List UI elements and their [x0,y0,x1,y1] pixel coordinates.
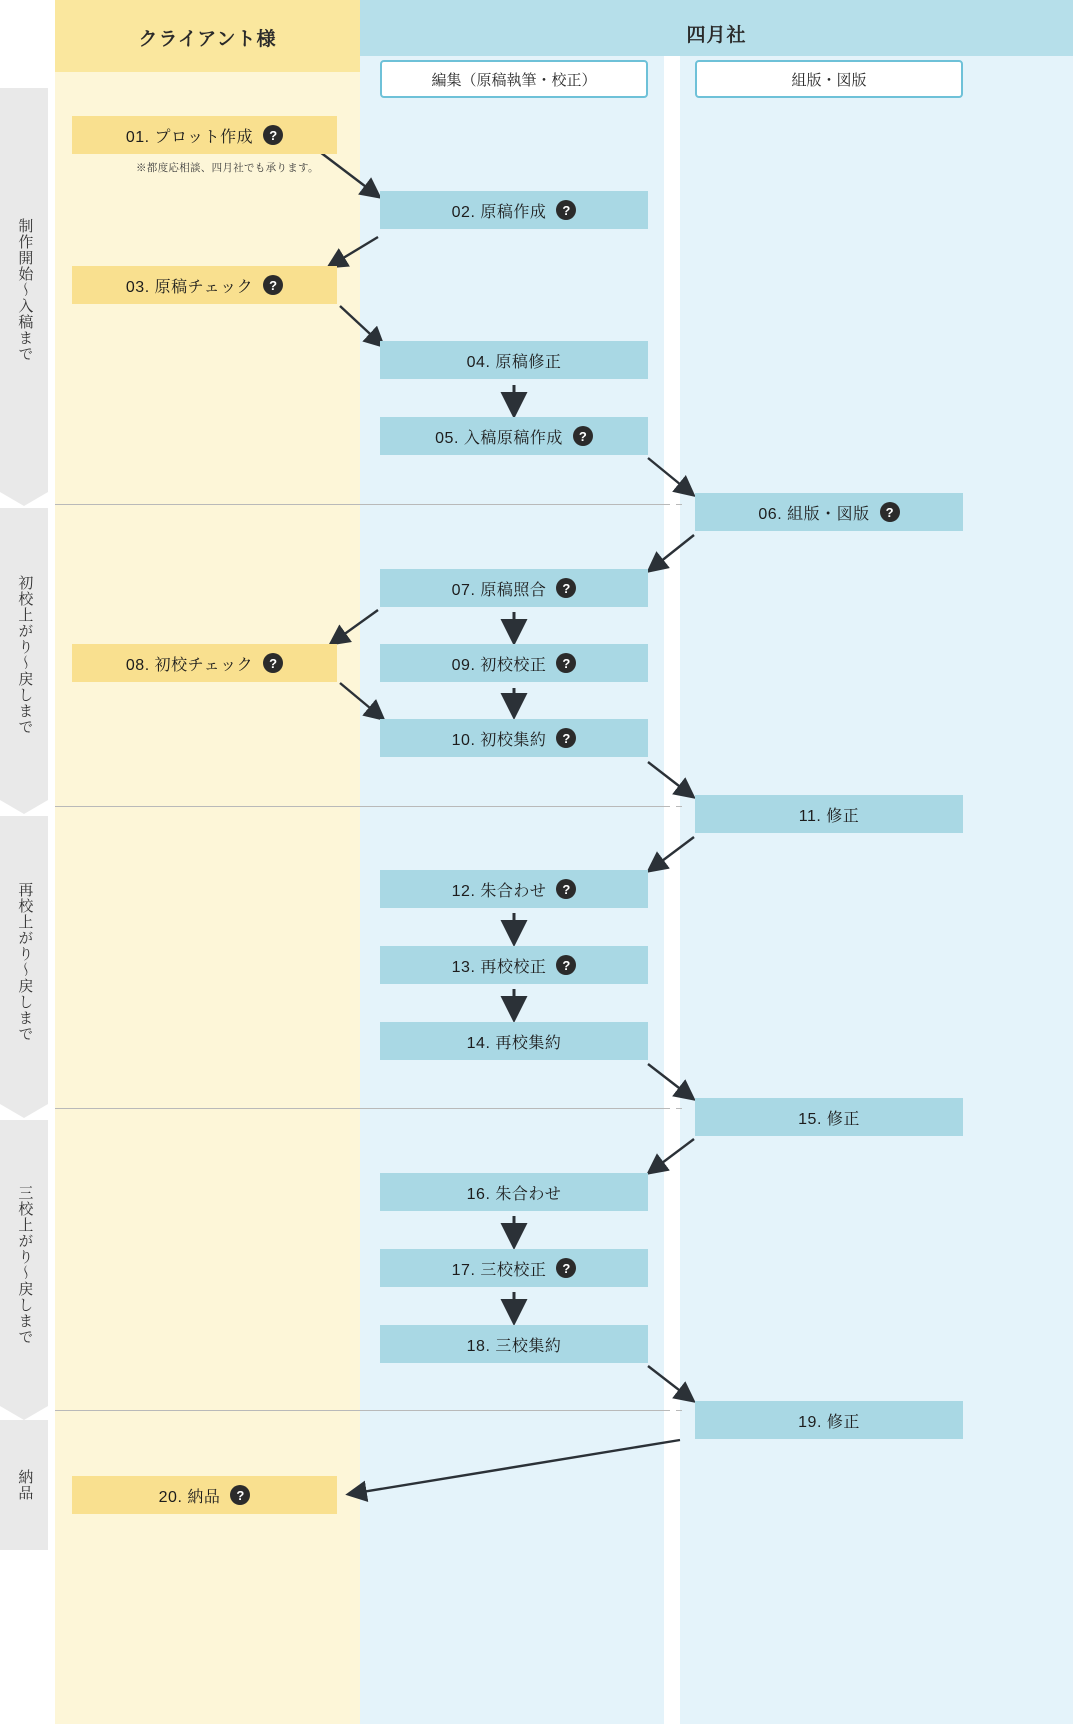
stage-label-5: 納品 [16,1469,34,1501]
shigatsu-column-title: 四月社 [686,25,747,46]
stage-separator-3-gap [664,1108,684,1109]
stage-separator-1-gap [664,504,684,505]
node-02-manuscript-creation[interactable] [380,191,648,229]
node-12-red-mark-matching[interactable] [380,870,648,908]
stage-separator-3-client [55,1108,360,1109]
node-18-third-proof-consolidation[interactable] [380,1325,648,1363]
subcolumn-header-typesetting [695,60,963,98]
node-08-first-proof-check[interactable] [72,644,337,682]
node-06-label: 06. 組版・図版 [758,505,870,523]
stage-separator-1-edit [360,504,664,505]
node-11-label: 11. 修正 [798,807,860,825]
stage-separator-2-edit [360,806,664,807]
stage-notch-3 [0,1104,48,1118]
node-12-label: 12. 朱合わせ [451,882,547,900]
help-icon[interactable]: ? [573,426,593,446]
node-01-plot-creation[interactable] [72,116,337,154]
stage-label-1: 制作開始〜入稿まで [16,218,34,362]
node-10-first-proof-consolidation[interactable] [380,719,648,757]
node-19-correction[interactable] [695,1401,963,1439]
node-11-correction[interactable] [695,795,963,833]
node-13-label: 13. 再校校正 [451,958,547,976]
node-09-label: 09. 初校校正 [451,656,547,674]
node-16-label: 16. 朱合わせ [466,1185,562,1203]
node-08-label: 08. 初校チェック [125,656,254,674]
node-02-label: 02. 原稿作成 [451,203,547,221]
help-icon[interactable]: ? [880,502,900,522]
node-20-label: 20. 納品 [158,1488,221,1506]
stage-notch-4 [0,1406,48,1420]
node-06-typesetting[interactable] [695,493,963,531]
node-14-second-proof-consolidation[interactable] [380,1022,648,1060]
node-16-red-mark-matching[interactable] [380,1173,648,1211]
node-07-manuscript-collation[interactable] [380,569,648,607]
stage-label-4: 三校上がり〜戻しまで [16,1185,34,1345]
node-04-manuscript-revision[interactable] [380,341,648,379]
node-15-label: 15. 修正 [798,1110,860,1128]
client-column-background [55,0,360,1724]
help-icon[interactable]: ? [263,125,283,145]
node-01-label: 01. プロット作成 [125,128,254,146]
help-icon[interactable]: ? [556,1258,576,1278]
node-17-label: 17. 三校校正 [451,1261,547,1279]
client-column-title: クライアント様 [138,29,277,50]
node-13-second-proofreading[interactable] [380,946,648,984]
subcolumn-header-typesetting-label: 組版・図版 [791,71,867,89]
help-icon[interactable]: ? [230,1485,250,1505]
shigatsu-column-background [360,0,1073,1724]
node-05-final-manuscript[interactable] [380,417,648,455]
node-07-label: 07. 原稿照合 [451,581,547,599]
node-03-manuscript-check[interactable] [72,266,337,304]
node-09-first-proofreading[interactable] [380,644,648,682]
node-14-label: 14. 再校集約 [466,1034,562,1052]
node-18-label: 18. 三校集約 [466,1337,562,1355]
node-17-third-proofreading[interactable] [380,1249,648,1287]
stage-notch-2 [0,800,48,814]
node-20-delivery[interactable] [72,1476,337,1514]
help-icon[interactable]: ? [263,653,283,673]
node-05-label: 05. 入稿原稿作成 [435,429,563,447]
help-icon[interactable]: ? [263,275,283,295]
node-03-label: 03. 原稿チェック [125,278,254,296]
node-04-label: 04. 原稿修正 [466,353,562,371]
node-19-label: 19. 修正 [798,1413,860,1431]
stage-separator-4-edit [360,1410,664,1411]
subcolumn-header-editing [380,60,648,98]
stage-label-2: 初校上がり〜戻しまで [16,575,34,735]
stage-separator-4-client [55,1410,360,1411]
stage-notch-1 [0,492,48,506]
node-10-label: 10. 初校集約 [451,731,547,749]
stage-separator-2-client [55,806,360,807]
help-icon[interactable]: ? [556,653,576,673]
help-icon[interactable]: ? [556,955,576,975]
stage-separator-1-client [55,504,360,505]
help-icon[interactable]: ? [556,578,576,598]
stage-separator-3-edit [360,1108,664,1109]
stage-label-3: 再校上がり〜戻しまで [16,882,34,1042]
plot-note: ※都度応相談、四月社でも承ります。 [136,162,319,174]
subcolumn-divider [664,56,680,1724]
subcolumn-header-editing-label: 編集（原稿執筆・校正） [431,71,597,89]
stage-separator-4-gap [664,1410,684,1411]
help-icon[interactable]: ? [556,728,576,748]
node-15-correction[interactable] [695,1098,963,1136]
stage-separator-2-gap [664,806,684,807]
help-icon[interactable]: ? [556,200,576,220]
help-icon[interactable]: ? [556,879,576,899]
